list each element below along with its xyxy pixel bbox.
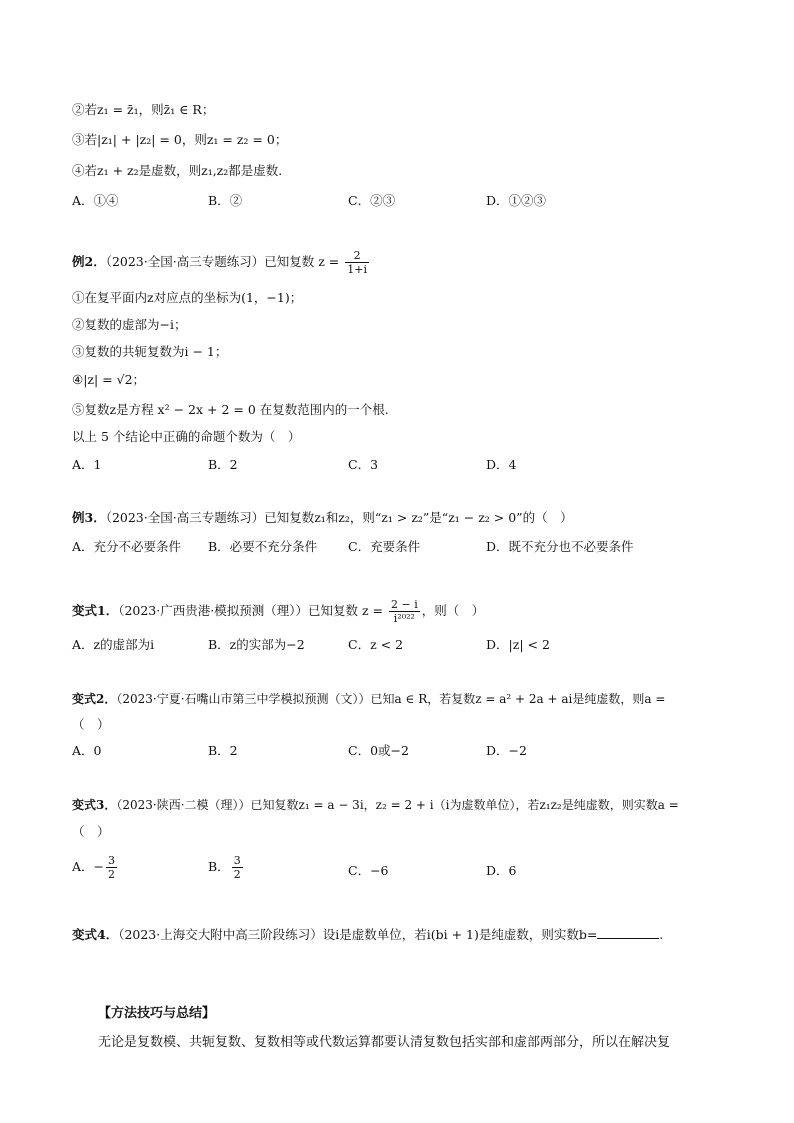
fraction-denominator: 2 [233,868,241,881]
prev-option-d: D．①②③ [486,193,547,208]
example-2-heading [72,249,371,276]
fraction-numerator: 2 [345,249,369,263]
example-2-source: （2023·全国·高三专题练习）已知复数 [105,254,315,269]
prev-item-3: ③若|z₁| + |z₂| = 0，则z₁ = z₂ = 0； [72,132,288,147]
variant-4-heading [72,926,663,944]
example-2-option-c: C．3 [348,457,379,472]
fraction-numerator: 3 [233,854,241,867]
variant-2-option-d: D．−2 [486,743,527,758]
example-3-option-d: D．既不充分也不必要条件 [486,539,634,554]
variant-2-label: 变式2． [72,692,117,706]
example-2-item-3: ③复数的共轭复数为i − 1； [72,344,228,359]
variant-1-option-b: B．z的实部为−2 [208,637,305,652]
prev-option-c: C．②③ [348,193,396,208]
variant-4-text: （2023·上海交大附中高三阶段练习）设i是虚数单位，若i(bi + 1)是纯虚数，则实数b= [118,927,598,942]
option-b-fraction [232,854,243,881]
variant-3-label: 变式3． [72,798,117,812]
example-2-option-b: B．2 [208,457,238,472]
example-3-option-c: C．充要条件 [348,539,421,554]
option-a-fraction [106,854,117,881]
example-3-text: （2023·全国·高三专题练习）已知复数z₁和z₂，则“z₁ > z₂”是“z₁ − z₂ > 0”的（ ） [105,510,573,525]
variant-3-text: （2023·陕西·二模（理））已知复数z₁ = a − 3i，z₂ = 2 + i（i为虚数单位），若z₁z₂是纯虚数，则实数a = [116,798,679,812]
prev-item-2: ②若z₁ = z̄₁，则z̄₁ ∈ R； [72,102,215,117]
variant-3-option-b [208,854,245,881]
example-2-question: 以上 5 个结论中正确的命题个数为（ ） [72,429,301,444]
fraction-denominator: 2 [108,868,116,881]
prev-item-4: ④若z₁ + z₂是虚数，则z₁,z₂都是虚数. [72,163,283,178]
fraction-numerator: 3 [108,854,116,867]
variant-1-option-c: C．z < 2 [348,637,404,652]
example-3-option-a: A．充分不必要条件 [72,539,182,554]
variant-2-heading [72,690,665,708]
summary-title: 【方法技巧与总结】 [98,1006,216,1021]
example-2-option-a: A．1 [72,457,102,472]
example-3-option-b: B．必要不充分条件 [208,539,318,554]
example-2-item-1: ①在复平面内z对应点的坐标为(1，−1)； [72,290,303,305]
variant-3-option-d: D．6 [486,863,517,878]
example-2-item-2: ②复数的虚部为−i； [72,317,187,332]
variant-3-heading [72,796,679,814]
example-2-item-4: ④|z| = √2； [72,372,146,387]
example-2-option-d: D．4 [486,457,517,472]
prev-option-b: B．② [208,193,243,208]
option-a-sign: A．− [72,859,105,874]
fraction-denominator: 1+i [347,263,367,276]
example-2-item-5: ⑤复数z是方程 x² − 2x + 2 = 0 在复数范围内的一个根. [72,402,389,417]
example-2-label: 例2． [72,254,106,269]
fraction-numerator: 2 − i [390,598,418,611]
variant-4-end: . [659,927,664,942]
example-2-fraction [345,249,369,276]
variant-1-option-a: A．z的虚部为i [72,637,155,652]
summary-text: 无论是复数模、共轭复数、复数相等或代数运算都要认清复数包括实部和虚部两部分，所以在解决复 [98,1035,671,1050]
prev-option-a: A．①④ [72,193,119,208]
example-3-label: 例3． [72,510,106,525]
variant-3-option-a [72,854,119,881]
example-3-heading [72,509,573,527]
variant-2-option-b: B．2 [208,743,238,758]
variant-2-option-c: C．0或−2 [348,743,409,758]
variant-1-fraction [389,598,420,625]
variant-2-text: （2023·宁夏·石嘴山市第三中学模拟预测（文））已知a ∈ R，若复数z = a² + 2a + ai是纯虚数，则a = [116,692,666,706]
variant-1-suffix: ，则（ ） [421,603,485,618]
variant-3-option-c: C．−6 [348,863,389,878]
variant-4-label: 变式4． [72,927,119,942]
answer-blank [597,926,659,939]
variant-2-cont: （ ） [72,717,110,732]
example-2-expr: z = [318,254,340,269]
variant-1-expr: z = [361,603,383,618]
variant-1-label: 变式1． [72,603,119,618]
variant-1-source: （2023·广西贵港·模拟预测（理））已知复数 [118,603,358,618]
variant-1-option-d: D．|z| < 2 [486,637,550,652]
fraction-denominator: i²⁰²² [393,612,415,625]
option-b-label: B． [208,859,230,874]
variant-3-cont: （ ） [72,824,110,839]
variant-2-option-a: A．0 [72,743,102,758]
variant-1-heading [72,598,484,625]
